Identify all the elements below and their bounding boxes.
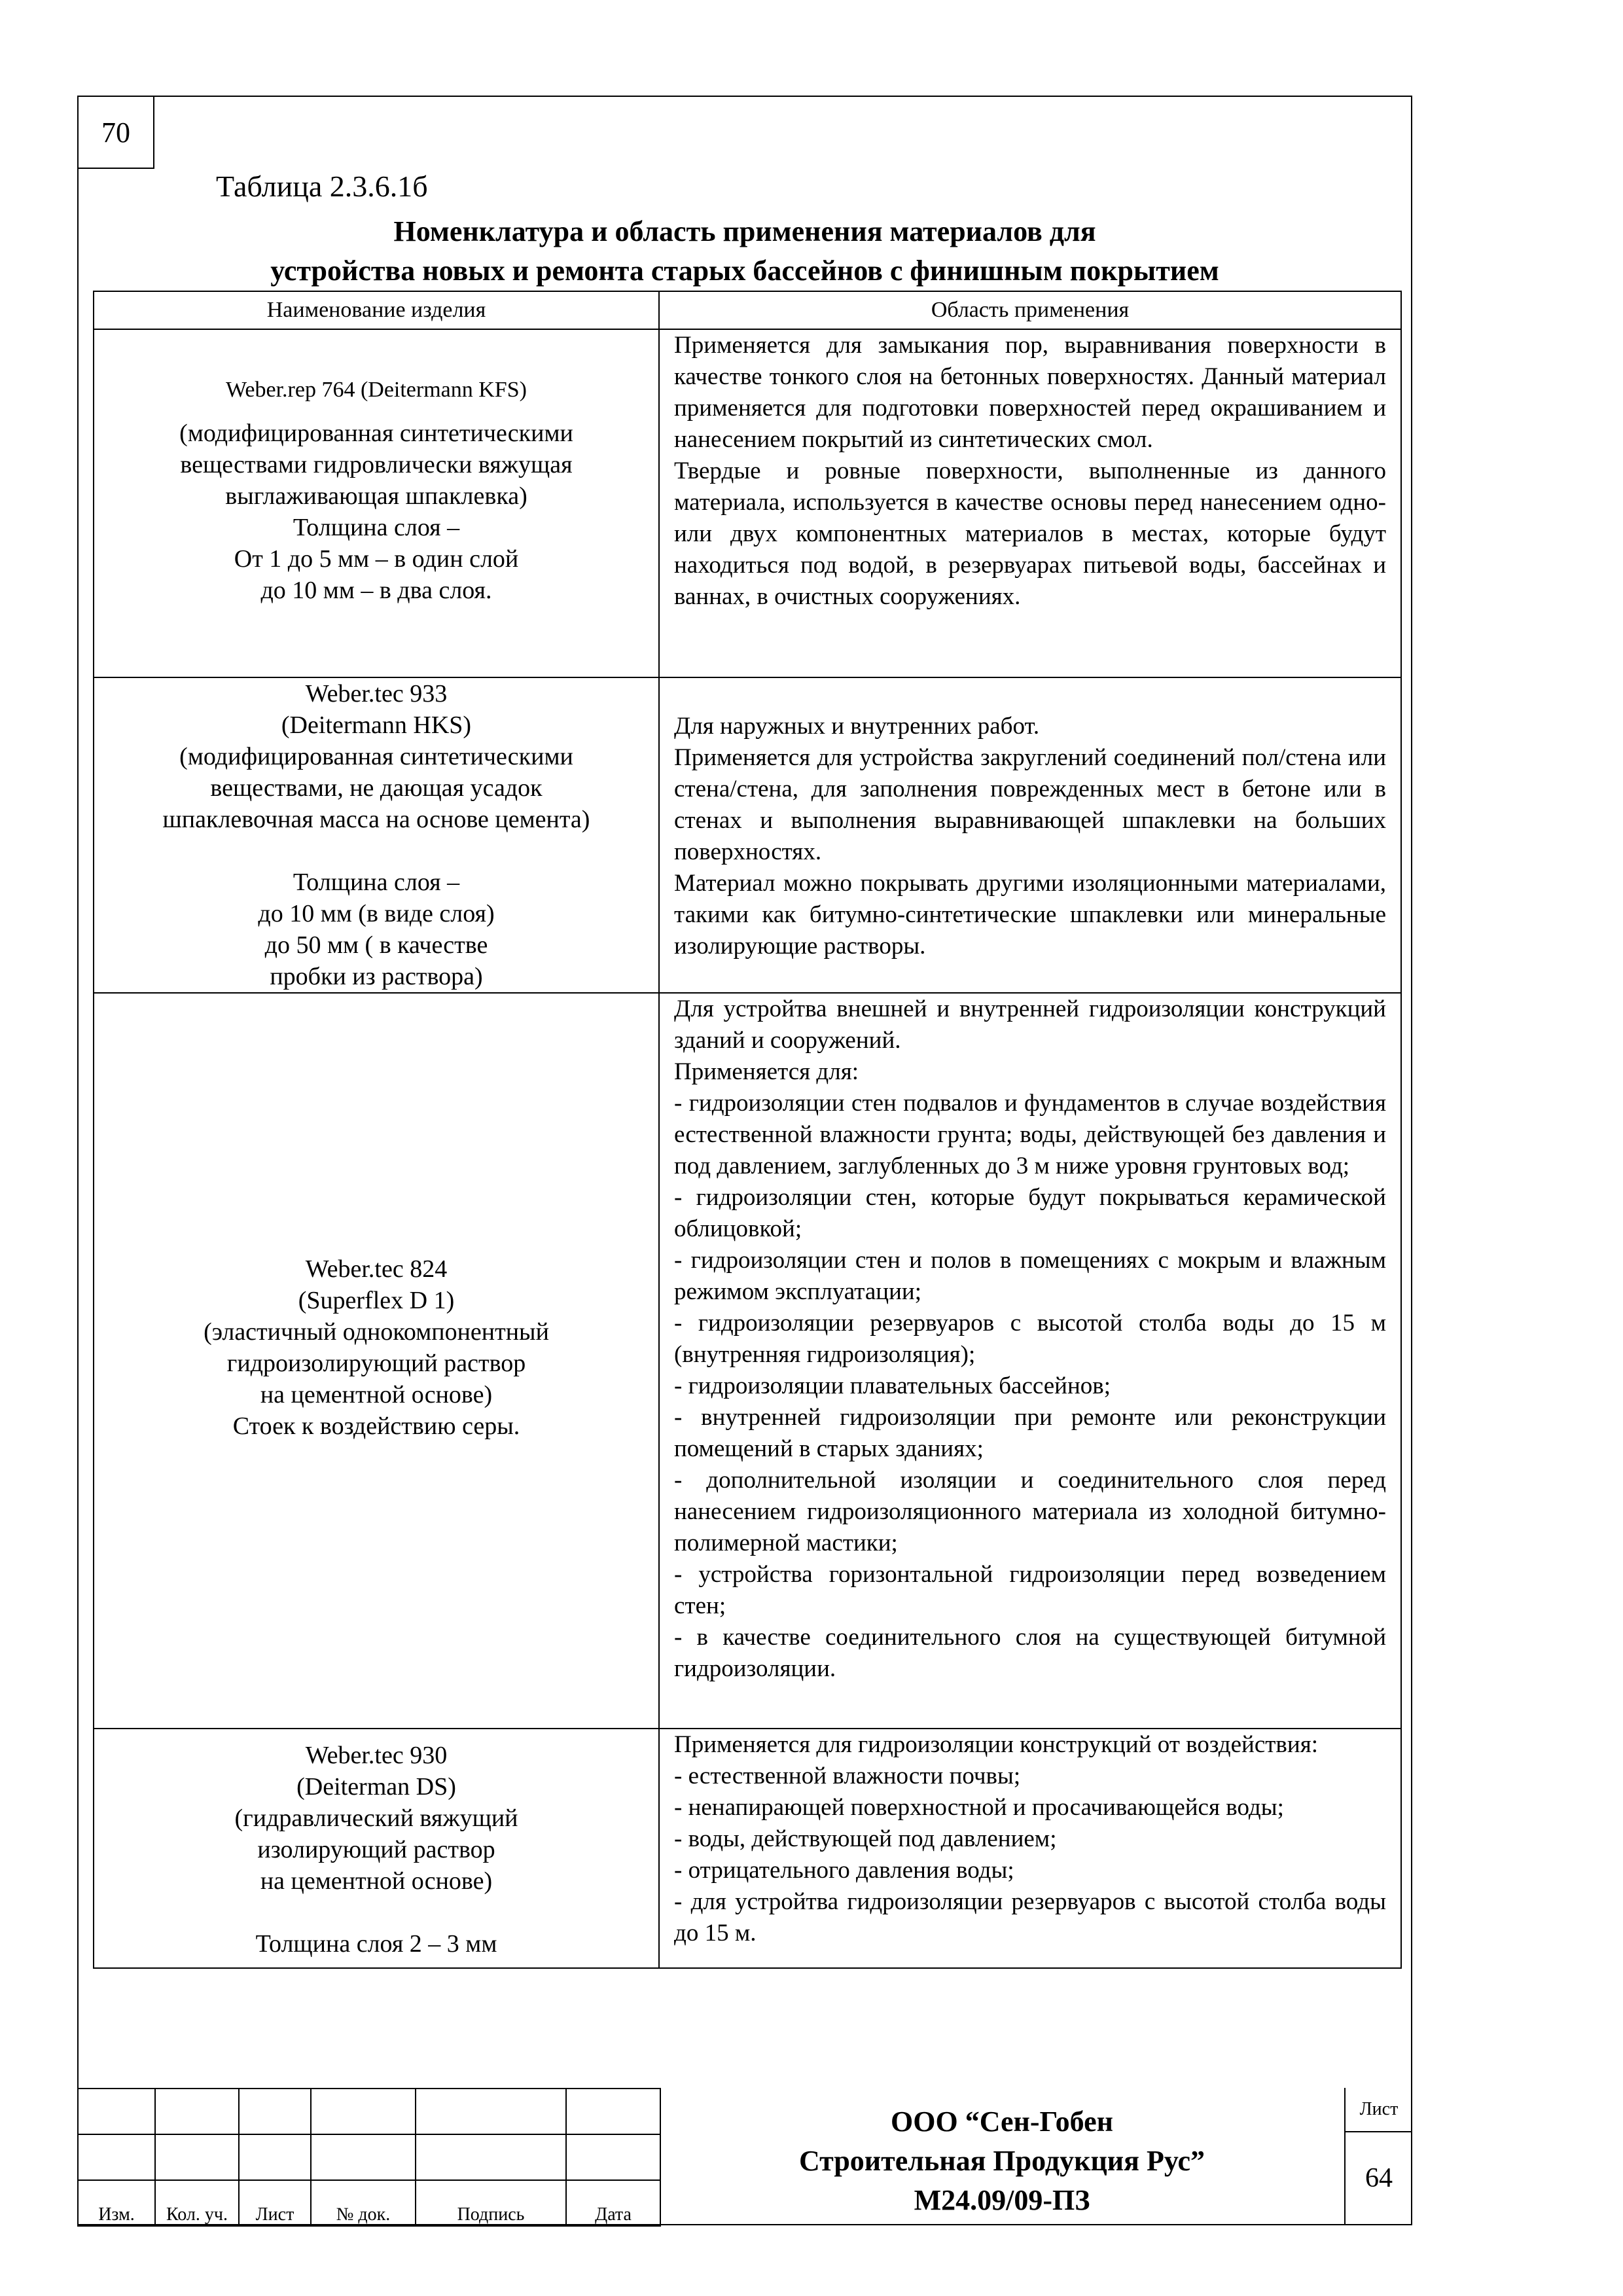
product-name: Weber.tec 930 xyxy=(305,1742,448,1769)
application-item: - гидроизоляции плавательных бассейнов; xyxy=(674,1372,1111,1399)
grid-cell xyxy=(416,2134,566,2180)
table-title-line2: устройства новых и ремонта старых бассейнов с финишным покрытием xyxy=(270,255,1219,287)
spacer xyxy=(94,1897,658,1928)
application-item: - естественной влажности почвы; xyxy=(674,1763,1021,1789)
product-cell xyxy=(94,329,659,677)
product-cell xyxy=(94,677,659,993)
application-cell xyxy=(659,677,1401,993)
application-item: - гидроизоляции стен, которые будут покрываться керамической облицовкой; xyxy=(674,1184,1386,1242)
table-row xyxy=(94,677,1401,993)
product-thickness: Толщина слоя 2 – 3 мм xyxy=(255,1930,497,1958)
org-name-line2: Строительная Продукция Рус” xyxy=(798,2145,1205,2177)
application-text: Применяется для устройства закруглений соединений пол/стена или стена/стена, для заполнения поврежденных мест в бетоне или в стенах и выполнения выравнивающей шпаклевки на больших поверхностях. xyxy=(674,744,1386,865)
product-note: Стоек к воздействию серы. xyxy=(232,1412,520,1440)
product-name: Weber.tec 933 xyxy=(305,680,448,708)
product-thickness: От 1 до 5 мм – в один слой xyxy=(234,545,519,573)
product-desc: веществами, не дающая усадок xyxy=(210,774,543,802)
org-name-line1: ООО “Сен-Гобен xyxy=(891,2106,1113,2138)
grid-cell xyxy=(239,2089,311,2134)
application-item: - гидроизоляции стен подвалов и фундаментов в случае воздействия естественной влажности грунта; воды, действующей без давления и под давлением, заглубленных до 3 м ниже уровня грунтовых вод; xyxy=(674,1090,1386,1179)
application-text: Применяется для гидроизоляции конструкций от воздействия: xyxy=(674,1731,1319,1758)
col-label-signature: Подпись xyxy=(416,2180,566,2226)
product-thickness: до 50 мм ( в качестве xyxy=(264,931,488,959)
table-title-line1: Номенклатура и область применения материалов для xyxy=(393,215,1096,247)
application-text: Применяется для: xyxy=(674,1058,859,1085)
header-area: Область применения xyxy=(659,291,1401,329)
application-item: - гидроизоляции резервуаров с высотой столба воды до 15 м (внутренняя гидроизоляция); xyxy=(674,1310,1386,1368)
title-block-stamp xyxy=(77,2088,1412,2225)
product-cell xyxy=(94,993,659,1729)
col-label-doc-no: № док. xyxy=(311,2180,416,2226)
product-desc: гидроизолирующий раствор xyxy=(226,1350,526,1377)
application-text: Для устройтва внешней и внутренней гидроизоляции конструкций зданий и сооружений. xyxy=(674,996,1386,1054)
table-row xyxy=(94,329,1401,677)
spacer xyxy=(94,835,658,867)
header-name: Наименование изделия xyxy=(94,291,659,329)
product-desc: (модифицированная синтетическими xyxy=(179,743,573,770)
application-item: - воды, действующей под давлением; xyxy=(674,1825,1057,1852)
sheet-number: 64 xyxy=(1365,2163,1393,2193)
application-text: Твердые и ровные поверхности, выполненные из данного материала, используется в качестве основы перед нанесением одно- или двух компонентных материалов в местах, которые будут находиться под водой, в резервуарах питьевой воды, бассейнах и ваннах, в очистных сооружениях. xyxy=(674,457,1386,610)
application-cell xyxy=(659,329,1401,677)
application-item: - гидроизоляции стен и полов в помещениях с мокрым и влажным режимом эксплуатации; xyxy=(674,1247,1386,1305)
application-text: Материал можно покрывать другими изоляционными материалами, такими как битумно-синтетические шпаклевки или минеральные изолирующие растворы. xyxy=(674,870,1386,960)
application-item: - внутренней гидроизоляции при ремонте или реконструкции помещений в старых зданиях; xyxy=(674,1404,1386,1462)
product-alt-name: (Deiterman DS) xyxy=(296,1773,456,1801)
grid-cell xyxy=(78,2134,155,2180)
product-desc: шпаклевочная масса на основе цемента) xyxy=(162,806,590,833)
col-label-count: Кол. уч. xyxy=(155,2180,239,2226)
application-item: - дополнительной изоляции и соединительного слоя перед нанесением гидроизоляционного материала из холодной битумно-полимерной мастики; xyxy=(674,1467,1386,1556)
product-thickness: до 10 мм – в два слоя. xyxy=(260,577,492,604)
col-label-sheet: Лист xyxy=(239,2180,311,2226)
application-item: - устройства горизонтальной гидроизоляции перед возведением стен; xyxy=(674,1561,1386,1619)
grid-cell xyxy=(566,2089,660,2134)
application-item: - отрицательного давления воды; xyxy=(674,1857,1014,1884)
page-number: 70 xyxy=(77,96,154,169)
application-item: - для устройтва гидроизоляции резервуаров с высотой столба воды до 15 м. xyxy=(674,1888,1386,1946)
product-thickness: Толщина слоя – xyxy=(293,869,460,896)
application-item: - ненапирающей поверхностной и просачивающейся воды; xyxy=(674,1794,1284,1821)
table-row xyxy=(94,1729,1401,1968)
product-desc: (модифицированная синтетическими xyxy=(179,420,573,447)
grid-cell xyxy=(239,2134,311,2180)
doc-code: М24.09/09-ПЗ xyxy=(914,2184,1090,2216)
product-thickness: до 10 мм (в виде слоя) xyxy=(258,900,495,927)
grid-cell xyxy=(566,2134,660,2180)
application-item: - в качестве соединительного слоя на существующей битумной гидроизоляции. xyxy=(674,1624,1386,1682)
product-name: Weber.tec 824 xyxy=(305,1255,448,1283)
col-label-date: Дата xyxy=(566,2180,660,2226)
application-text: Для наружных и внутренних работ. xyxy=(674,713,1040,740)
grid-cell xyxy=(155,2089,239,2134)
product-alt-name: (Deitermann HKS) xyxy=(281,711,472,739)
product-thickness: Толщина слоя – xyxy=(293,514,460,541)
col-label-change: Изм. xyxy=(78,2180,155,2226)
product-desc: на цементной основе) xyxy=(260,1867,493,1895)
table-header-row xyxy=(94,291,1401,329)
sheet-box xyxy=(1344,2088,1414,2225)
product-desc: выглаживающая шпаклевка) xyxy=(225,482,527,510)
grid-cell xyxy=(78,2089,155,2134)
materials-table xyxy=(93,291,1402,1969)
revision-grid xyxy=(77,2088,661,2227)
product-desc: на цементной основе) xyxy=(260,1381,493,1408)
product-desc: веществами гидровлически вяжущая xyxy=(180,451,573,478)
product-desc: изолирующий раствор xyxy=(257,1836,495,1863)
application-cell xyxy=(659,1729,1401,1968)
table-row xyxy=(94,993,1401,1729)
product-desc: (эластичный однокомпонентный xyxy=(204,1318,549,1346)
product-cell xyxy=(94,1729,659,1968)
sheet-label: Лист xyxy=(1346,2088,1412,2132)
grid-cell xyxy=(311,2134,416,2180)
application-text: Применяется для замыкания пор, выравнивания поверхности в качестве тонкого слоя на бетонных поверхностях. Данный материал применяется для подготовки поверхностей перед окрашиванием и нанесением покрытий из синтетических смол. xyxy=(674,332,1386,453)
application-cell xyxy=(659,993,1401,1729)
grid-cell xyxy=(155,2134,239,2180)
product-name: Weber.rep 764 (Deitermann KFS) xyxy=(226,378,527,402)
product-desc: (гидравлический вяжущий xyxy=(234,1804,518,1832)
product-thickness: пробки из раствора) xyxy=(270,963,483,990)
product-alt-name: (Superflex D 1) xyxy=(298,1287,455,1314)
table-label: Таблица 2.3.6.1б xyxy=(216,170,428,203)
grid-cell xyxy=(416,2089,566,2134)
organization-block xyxy=(660,2088,1344,2225)
grid-cell xyxy=(311,2089,416,2134)
